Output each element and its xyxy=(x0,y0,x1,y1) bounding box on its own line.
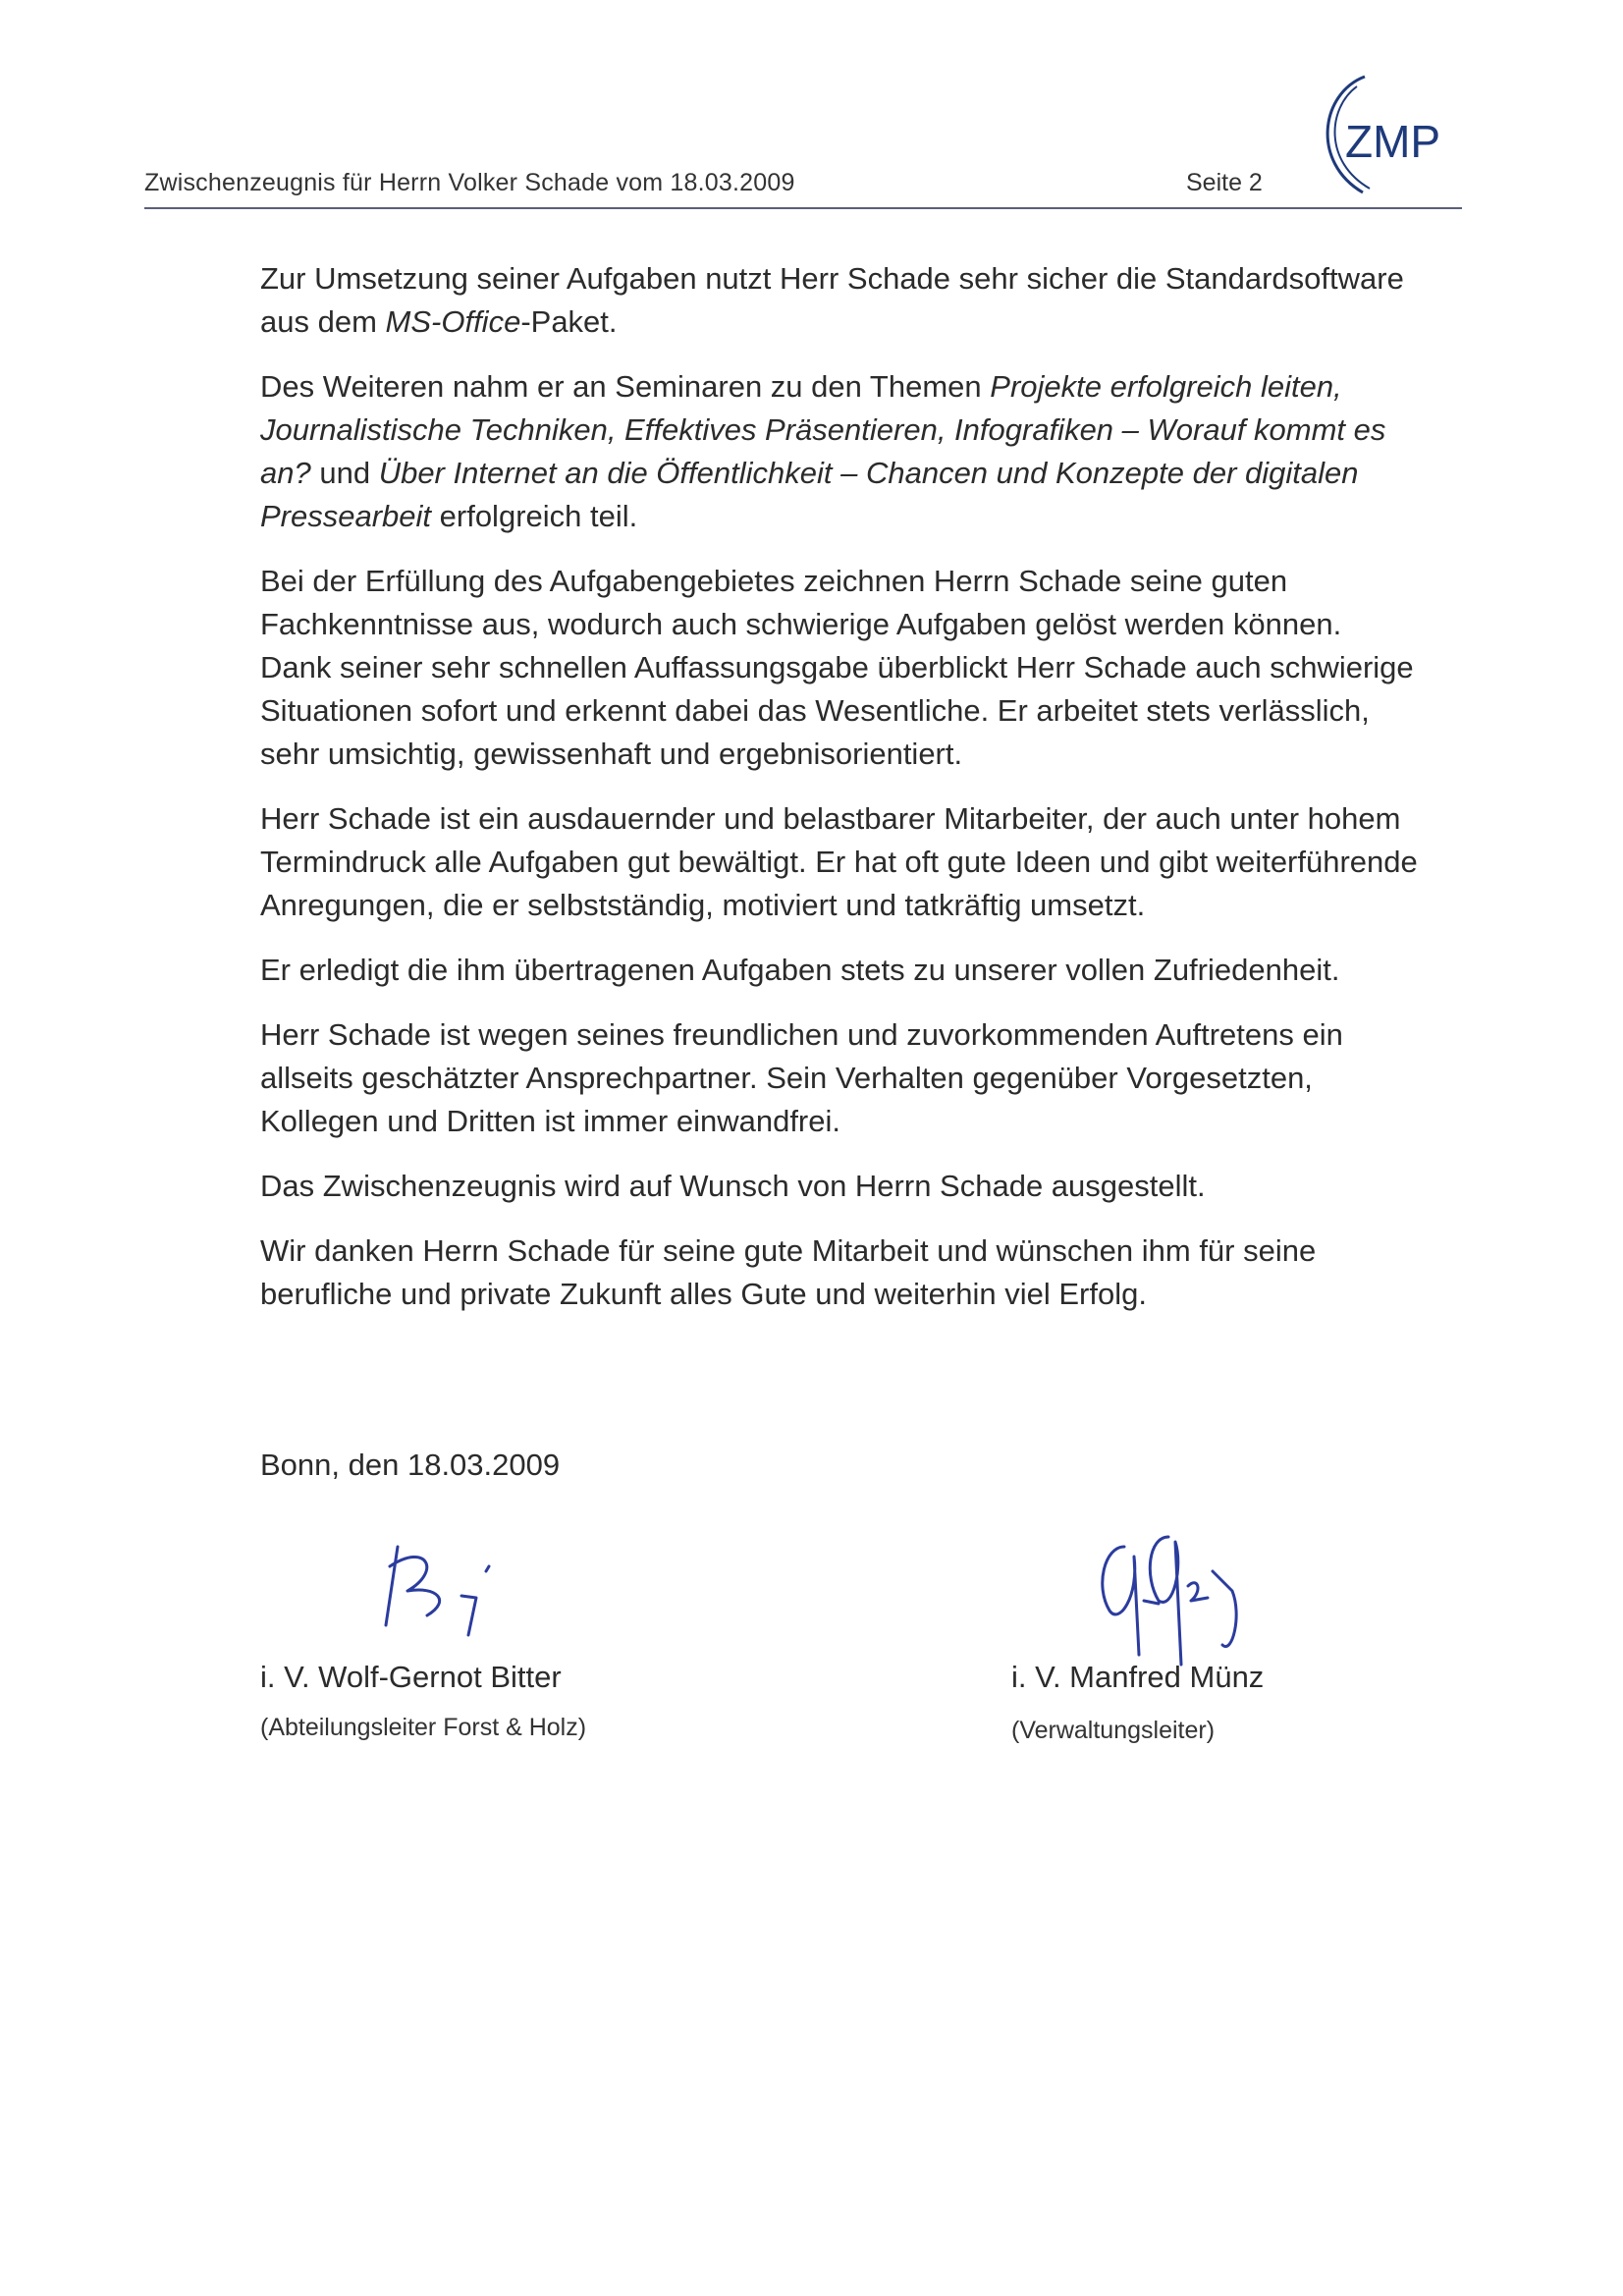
paragraph-resilience: Herr Schade ist ein ausdauernder und belastbarer Mitarbeiter, der auch unter hohem Termindruck alle Aufgaben gut bewältigt. Er hat oft gute Ideen und gibt weiterführende Anregungen, die er selbstständig, motiviert und tatkräftig umsetzt. xyxy=(260,801,1418,922)
paragraph-seminars: Des Weiteren nahm er an Seminaren zu den Themen Projekte erfolgreich leiten, Journalistische Techniken, Effektives Präsentieren, Infografiken – Worauf kommt es an? und Über Internet an die Öffentlichkeit – Chancen und Konzepte der digitalen Pressearbeit erfolgreich teil. xyxy=(260,369,1386,533)
signatory-left-name: i. V. Wolf-Gernot Bitter xyxy=(260,1660,562,1694)
paragraph-thanks: Wir danken Herrn Schade für seine gute Mitarbeit und wünschen ihm für seine berufliche und private Zukunft alles Gute und weiterhin viel Erfolg. xyxy=(260,1233,1317,1311)
header-title: Zwischenzeugnis für Herrn Volker Schade vom 18.03.2009 xyxy=(144,169,795,196)
signatory-left-role: (Abteilungsleiter Forst & Holz) xyxy=(260,1714,587,1741)
logo-text: ZMP xyxy=(1345,116,1441,167)
letter-body xyxy=(260,257,1419,1338)
page-number: Seite 2 xyxy=(1186,169,1263,196)
zmp-logo xyxy=(1306,69,1473,206)
signature-left xyxy=(368,1527,545,1645)
paragraph-issued: Das Zwischenzeugnis wird auf Wunsch von Herrn Schade ausgestellt. xyxy=(260,1169,1206,1203)
signatory-right-name: i. V. Manfred Münz xyxy=(1011,1660,1265,1694)
header-divider xyxy=(144,207,1462,209)
paragraph-satisfaction: Er erledigt die ihm übertragenen Aufgaben stets zu unserer vollen Zufriedenheit. xyxy=(260,953,1340,987)
signatory-right-role: (Verwaltungsleiter) xyxy=(1011,1717,1216,1744)
paragraph-expertise: Bei der Erfüllung des Aufgabengebietes zeichnen Herrn Schade seine guten Fachkenntnisse aus, wodurch auch schwierige Aufgaben gelöst werden können. Dank seiner sehr schnellen Auffassungsgabe überblickt Herr Schade auch schwierige Situationen sofort und erkennt dabei das Wesentliche. Er arbeitet stets verlässlich, sehr umsichtig, gewissenhaft und ergebnisorientiert. xyxy=(260,564,1414,771)
paragraph-software: Zur Umsetzung seiner Aufgaben nutzt Herr Schade sehr sicher die Standardsoftware aus dem MS-Office-Paket. xyxy=(260,261,1404,339)
paragraph-conduct: Herr Schade ist wegen seines freundlichen und zuvorkommenden Auftretens ein allseits geschätzter Ansprechpartner. Sein Verhalten gegenüber Vorgesetzten, Kollegen und Dritten ist immer einwandfrei. xyxy=(260,1017,1343,1138)
place-date: Bonn, den 18.03.2009 xyxy=(260,1448,561,1482)
